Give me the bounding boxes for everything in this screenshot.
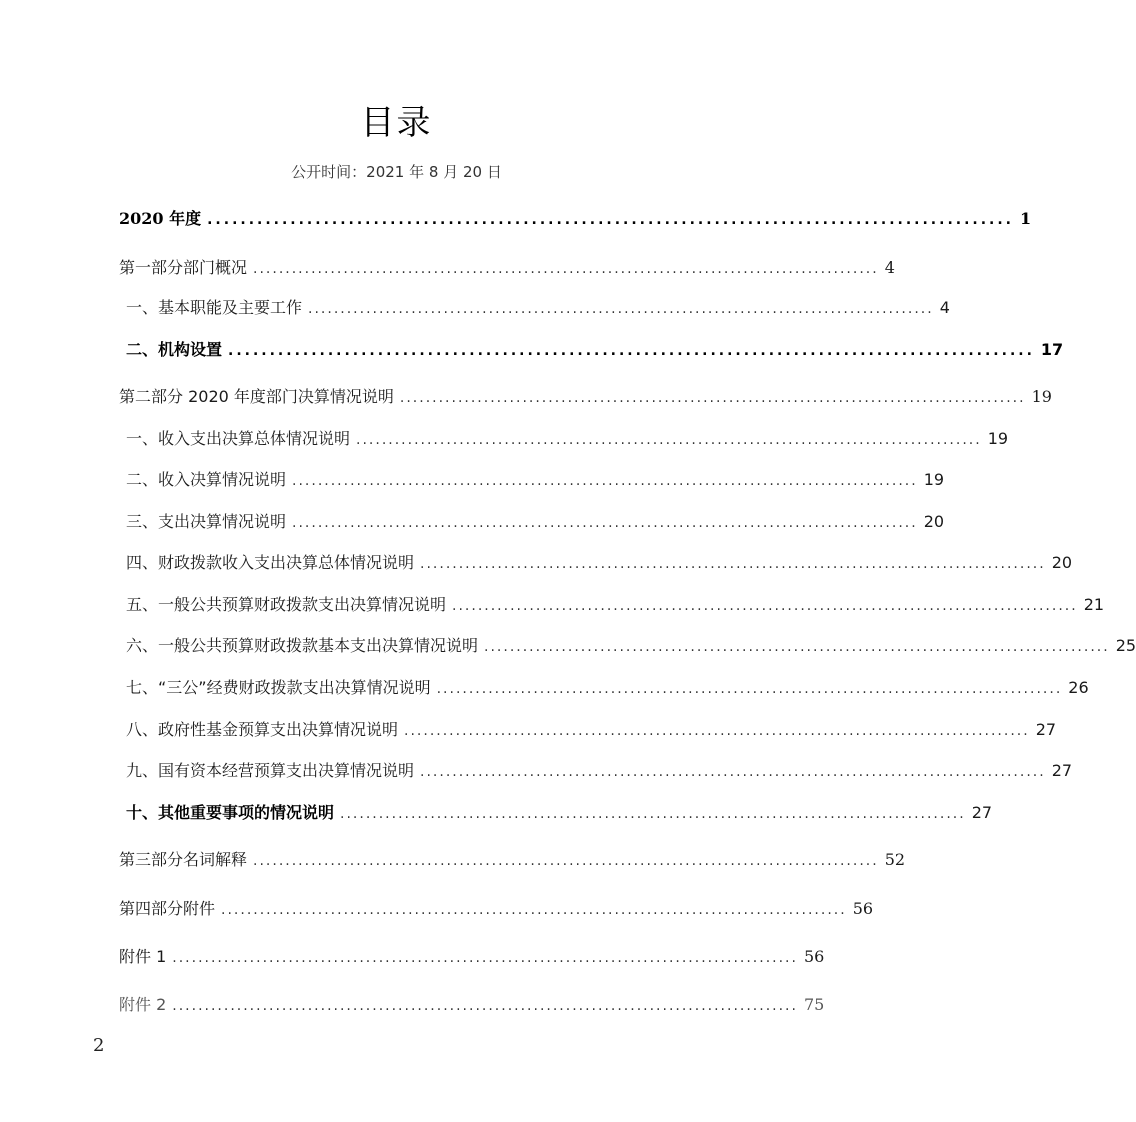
toc-entry[interactable] xyxy=(126,592,1105,618)
toc-entry-label: 一、收入支出决算总体情况说明 xyxy=(126,429,351,448)
toc-entry-label: 三、支出决算情况说明 xyxy=(126,512,287,531)
toc-leader: ................................................................................................. xyxy=(228,343,1035,359)
toc-leader: ................................................................................................. xyxy=(420,556,1046,572)
toc-entry[interactable] xyxy=(119,206,1032,232)
toc-entry-label: 五、一般公共预算财政拨款支出决算情况说明 xyxy=(126,595,447,614)
toc-entry[interactable] xyxy=(119,944,825,970)
toc-entry[interactable] xyxy=(126,467,945,493)
toc-entry-page: 1 xyxy=(1020,209,1032,228)
toc-entry[interactable] xyxy=(126,675,1089,701)
toc-entry[interactable] xyxy=(119,847,906,873)
toc-entry-label: 第四部分附件 xyxy=(119,899,216,918)
toc-entry-page: 21 xyxy=(1083,595,1105,614)
toc-entry-page: 75 xyxy=(803,995,825,1014)
toc-entry-page: 17 xyxy=(1040,340,1064,359)
toc-entry-page: 4 xyxy=(884,258,895,277)
toc-entry-page: 27 xyxy=(1035,720,1057,739)
toc-leader: ................................................................................................. xyxy=(340,806,966,822)
toc-entry-label: 2020 年度 xyxy=(119,209,202,228)
toc-entry-label: 第一部分部门概况 xyxy=(119,258,248,277)
toc-entry-page: 27 xyxy=(971,803,993,822)
toc-leader: ................................................................................................. xyxy=(292,473,918,489)
toc-leader: ................................................................................................. xyxy=(207,212,1014,228)
toc-entry[interactable] xyxy=(126,800,993,826)
toc-entry-label: 附件 1 xyxy=(119,947,167,966)
toc-entry[interactable] xyxy=(126,633,1136,659)
toc-entry-label: 六、一般公共预算财政拨款基本支出决算情况说明 xyxy=(126,636,479,655)
toc-entry-label: 七、“三公”经费财政拨款支出决算情况说明 xyxy=(126,678,431,697)
toc-leader: ................................................................................................. xyxy=(452,598,1078,614)
toc-entry-page: 20 xyxy=(1051,553,1073,572)
toc-entry[interactable] xyxy=(119,896,874,922)
toc-entry[interactable] xyxy=(119,384,1052,410)
toc-entry-label: 八、政府性基金预算支出决算情况说明 xyxy=(126,720,399,739)
toc-entry-label: 一、基本职能及主要工作 xyxy=(126,298,303,317)
toc-entry-label: 九、国有资本经营预算支出决算情况说明 xyxy=(126,761,415,780)
toc-leader: ................................................................................................. xyxy=(420,764,1046,780)
toc-entry-label: 第三部分名词解释 xyxy=(119,850,248,869)
toc-entry-page: 25 xyxy=(1115,636,1136,655)
toc-entry[interactable] xyxy=(126,337,1064,363)
toc-leader: ................................................................................................. xyxy=(221,902,847,918)
toc-entry-label: 四、财政拨款收入支出决算总体情况说明 xyxy=(126,553,415,572)
toc-entry-page: 20 xyxy=(923,512,945,531)
toc-entry-page: 4 xyxy=(939,298,950,317)
toc-entry[interactable] xyxy=(126,426,1009,452)
toc-entry-page: 26 xyxy=(1068,678,1089,697)
toc-entry-page: 19 xyxy=(987,429,1009,448)
page-number: 2 xyxy=(93,1035,105,1056)
toc-leader: ................................................................................................. xyxy=(172,950,798,966)
toc-entry[interactable] xyxy=(126,550,1073,576)
toc-leader: ................................................................................................. xyxy=(253,853,879,869)
toc-entry-label: 第二部分 2020 年度部门决算情况说明 xyxy=(119,387,394,406)
toc-leader: ................................................................................................. xyxy=(404,723,1030,739)
toc-entry[interactable] xyxy=(119,255,895,281)
toc-entry-page: 52 xyxy=(884,850,906,869)
toc-entry-page: 56 xyxy=(852,899,874,918)
toc-entry[interactable] xyxy=(126,295,950,321)
toc-entry[interactable] xyxy=(126,717,1057,743)
toc-leader: ................................................................................................. xyxy=(484,639,1110,655)
toc-leader: ................................................................................................. xyxy=(253,261,879,277)
toc-entry-label: 二、收入决算情况说明 xyxy=(126,470,287,489)
toc-entry-label: 二、机构设置 xyxy=(126,340,223,359)
toc-entry-label: 十、其他重要事项的情况说明 xyxy=(126,803,335,822)
toc-entry[interactable] xyxy=(126,758,1073,784)
publish-date: 公开时间：2021 年 8 月 20 日 xyxy=(291,163,502,181)
toc-leader: ................................................................................................. xyxy=(172,998,798,1014)
toc-leader: ................................................................................................. xyxy=(399,390,1026,406)
toc-entry-page: 27 xyxy=(1051,761,1073,780)
toc-entry[interactable] xyxy=(119,992,825,1018)
toc-entry-page: 19 xyxy=(923,470,945,489)
toc-leader: ................................................................................................. xyxy=(356,432,982,448)
toc-entry-label: 附件 2 xyxy=(119,995,167,1014)
toc-entry-page: 19 xyxy=(1031,387,1052,406)
toc-leader: ................................................................................................. xyxy=(292,515,918,531)
page-title: 目录 xyxy=(360,103,433,143)
toc-entry[interactable] xyxy=(126,509,945,535)
toc-leader: ................................................................................................. xyxy=(436,681,1063,697)
toc-entry-page: 56 xyxy=(803,947,825,966)
toc-leader: ................................................................................................. xyxy=(308,301,934,317)
